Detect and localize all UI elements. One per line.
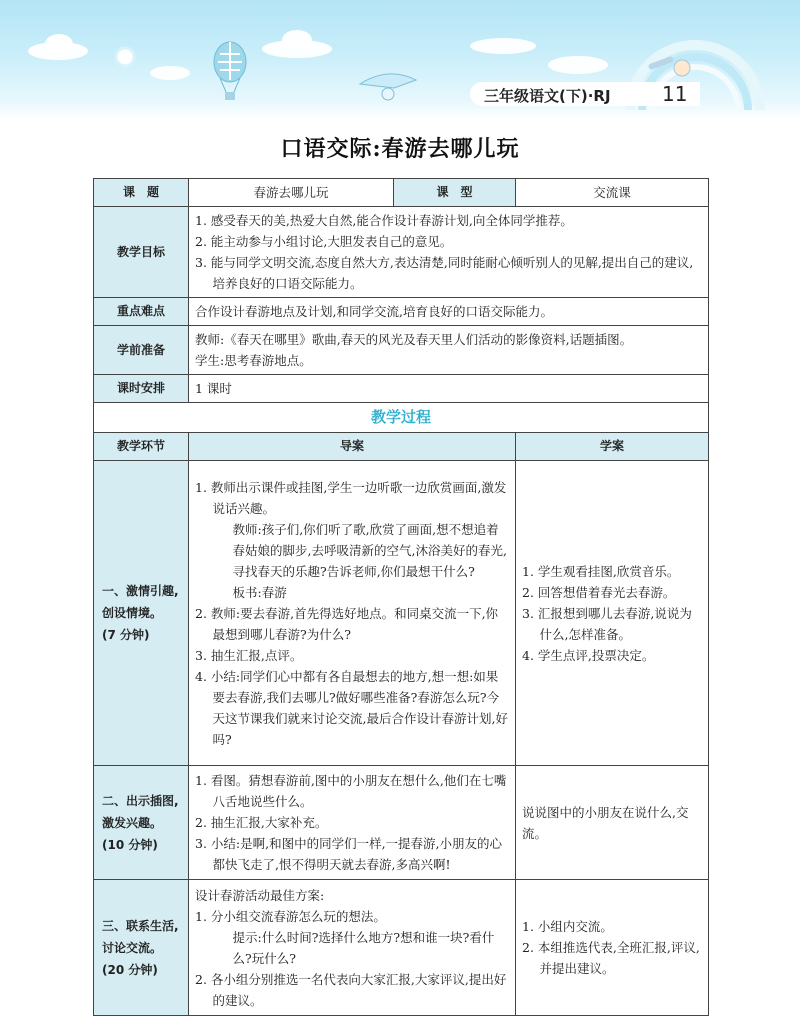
sun-icon [110, 42, 140, 72]
stage-guide: 设计春游活动最佳方案: 1. 分小组交流春游怎么玩的想法。 提示:什么时间?选择什么地方?想和谁一块?看什么?玩什么? 2. 各小组分别推选一名代表向大家汇报,大家评议,提出好的建议。 [189, 880, 516, 1016]
lesson-plan-table [93, 178, 709, 1016]
stage-study: 1. 学生观看挂图,欣赏音乐。 2. 回答想借着春光去春游。 3. 汇报想到哪儿去春游,说说为什么,怎样准备。 4. 学生点评,投票决定。 [516, 461, 709, 766]
topic-label: 课 题 [94, 179, 189, 207]
stage-name: 一、激情引趣, 创设情境。 (7 分钟) [94, 461, 189, 766]
stage-guide: 1. 看图。猜想春游前,图中的小朋友在想什么,他们在七嘴八舌地说些什么。 2. 抽生汇报,大家补充。 3. 小结:是啊,和图中的同学们一样,一提春游,小朋友的心都快飞走了,恨不得明天就去春游,多高兴啊! [189, 766, 516, 880]
key-value: 合作设计春游地点及计划,和同学交流,培育良好的口语交际能力。 [189, 298, 709, 326]
hot-air-balloon-icon [210, 40, 250, 110]
topic-value: 春游去哪儿玩 [189, 179, 394, 207]
col-guide-header: 导案 [189, 433, 516, 461]
process-header-row [94, 433, 709, 461]
process-section-row [94, 403, 709, 433]
prep-teacher: 教师:《春天在哪里》歌曲,春天的风光及春天里人们活动的影像资料,话题插图。 [195, 332, 633, 347]
page-title: 口语交际:春游去哪儿玩 [280, 136, 520, 162]
key-label: 重点难点 [94, 298, 189, 326]
header-banner [0, 0, 800, 120]
stage-study: 1. 小组内交流。 2. 本组推选代表,全班汇报,评议,并提出建议。 [516, 880, 709, 1016]
stage-row-1 [94, 461, 709, 766]
prep-row [94, 326, 709, 375]
page-number: 11 [662, 82, 688, 106]
goal-item: 1. 感受春天的美,热爱大自然,能合作设计春游计划,向全体同学推荐。 [195, 213, 573, 228]
time-label: 课时安排 [94, 375, 189, 403]
goals-row [94, 207, 709, 298]
glider-icon [358, 66, 418, 106]
prep-content [189, 326, 709, 375]
stage-study: 说说图中的小朋友在说什么,交流。 [516, 766, 709, 880]
goals-label: 教学目标 [94, 207, 189, 298]
key-row [94, 298, 709, 326]
time-row [94, 375, 709, 403]
type-value: 交流课 [516, 179, 709, 207]
stage-name: 二、出示插图, 激发兴趣。 (10 分钟) [94, 766, 189, 880]
prep-student: 学生:思考春游地点。 [195, 353, 312, 368]
time-value: 1 课时 [189, 375, 709, 403]
type-label: 课 型 [394, 179, 516, 207]
goal-item: 3. 能与同学文明交流,态度自然大方,表达清楚,同时能耐心倾听别人的见解,提出自己的建议,培养良好的口语交际能力。 [195, 255, 694, 291]
stage-name: 三、联系生活, 讨论交流。 (20 分钟) [94, 880, 189, 1016]
stage-row-3 [94, 880, 709, 1016]
stage-guide: 1. 教师出示课件或挂图,学生一边听歌一边欣赏画面,激发说话兴趣。 教师:孩子们,你们听了歌,欣赏了画面,想不想追着春姑娘的脚步,去呼吸清新的空气,沐浴美好的春光,寻找春天的乐趣?告诉老师,你们最想干什么? 板书:春游 2. 教师:要去春游,首先得选好地点。和同桌交流一下,你最想到哪儿春游?为什么? 3. 抽生汇报,点评。 4. 小结:同学们心中都有各自最想去的地方,想一想:如果要去春游,我们去哪儿?做好哪些准备?春游怎么玩?今天这节课我们就来讨论交流,最后合作设计春游计划,好吗? [189, 461, 516, 766]
topic-row [94, 179, 709, 207]
col-study-header: 学案 [516, 433, 709, 461]
goal-item: 2. 能主动参与小组讨论,大胆发表自己的意见。 [195, 234, 453, 249]
col-stage-header: 教学环节 [94, 433, 189, 461]
goals-content [189, 207, 709, 298]
book-label: 三年级语文(下)·RJ [484, 87, 611, 105]
prep-label: 学前准备 [94, 326, 189, 375]
stage-row-2 [94, 766, 709, 880]
process-section-title: 教学过程 [94, 403, 709, 433]
